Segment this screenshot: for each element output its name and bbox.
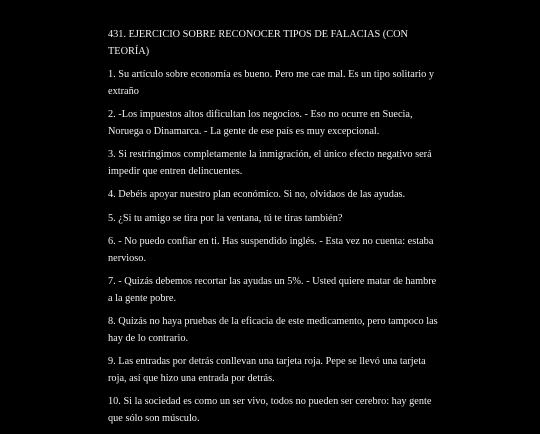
exercise-item-2: 2. -Los impuestos altos dificultan los negocios. - Eso no ocurre en Suecia, Noruega o Dinamarca. - La gente de ese país es muy excepcional. — [108, 109, 413, 137]
exercise-item-1: 1. Su artículo sobre economía es bueno. Pero me cae mal. Es un tipo solitario y extraño — [108, 69, 434, 97]
exercise-item-3: 3. Si restringimos completamente la inmigración, el único efecto negativo será impedir que entren delincuentes. — [108, 149, 432, 177]
exercise-item-7: 7. - Quizás debemos recortar las ayudas un 5%. - Usted quiere matar de hambre a la gente pobre. — [108, 276, 437, 304]
document-title: 431. EJERCICIO SOBRE RECONOCER TIPOS DE FALACIAS (CON TEORÍA) — [108, 29, 408, 57]
exercise-item-5: 5. ¿Si tu amigo se tira por la ventana, tú te tiras también? — [108, 212, 343, 224]
exercise-item-4: 4. Debéis apoyar nuestro plan económico. Si no, olvidaos de las ayudas. — [108, 189, 406, 200]
exercise-item-8: 8. Quizás no haya pruebas de la eficacia de este medicamento, pero tampoco las hay de lo contrario. — [108, 316, 438, 344]
exercise-item-10: 10. Si la sociedad es como un ser vivo, todos no pueden ser cerebro: hay gente que sólo son músculo. — [108, 396, 432, 424]
document-body — [108, 27, 438, 434]
exercise-item-6: 6. - No puedo confiar en ti. Has suspendido inglés. - Esta vez no cuenta: estaba nervioso. — [108, 236, 434, 264]
exercise-item-9: 9. Las entradas por detrás conllevan una tarjeta roja. Pepe se llevó una tarjeta roja, así que hizo una entrada por detrás. — [108, 356, 426, 384]
